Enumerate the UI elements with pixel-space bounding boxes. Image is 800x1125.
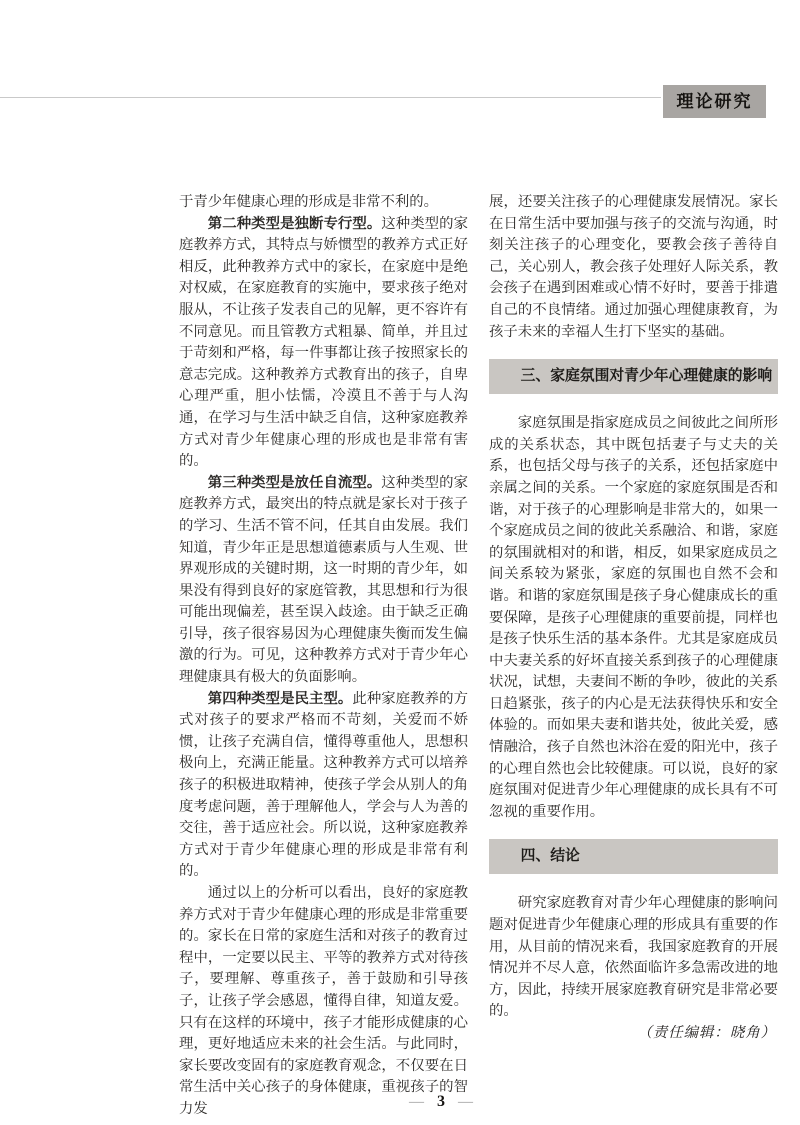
paragraph-text: 这种类型的家庭教养方式，最突出的特点就是家长对于孩子的学习、生活不管不问，任其自由发展。我们知道，青少年正是思想道德素质与人生观、世界观形成的关键时期，这一时期的青少年，如果没有得到良好的家庭管教，其思想和行为很可能出现偏差，甚至误入歧途。由于缺乏正确引导，孩子很容易因为心理健康失衡而发生偏激的行为。可见，这种教养方式对于青少年心理健康具有极大的负面影响。 — [179, 474, 468, 686]
paragraph-text: 此种家庭教养的方式对孩子的要求严格而不苛刻，关爱而不娇惯，让孩子充满自信，懂得尊重他人，思想积极向上，充满正能量。这种教养方式可以培养孩子的积极进取精神，使孩子学会从别人的角度考虑问题，善于理解他人，学会与人为善的交往，善于适应社会。所以说，这种家庭教养方式对于青少年健康心理的形成是非常有利的。 — [179, 690, 468, 880]
paragraph-text: 于青少年健康心理的形成是非常不利的。 — [179, 194, 439, 210]
paragraph-text: 研究家庭教育对青少年心理健康的影响问题对促进青少年健康心理的形成具有重要的作用，从目前的情况来看，我国家庭教育的开展情况并不尽人意，依然面临许多急需改进的地方，因此，持续开展家庭教育研究是非常必要的。 — [489, 895, 778, 1020]
paragraph-summary — [179, 883, 468, 1121]
paragraph-type4 — [179, 689, 468, 883]
paragraph-text: 这种类型的家庭教养方式，其特点与娇惯型的教养方式正好相反，此种教养方式中的家长，在家庭中是绝对权威，在家庭教育的实施中，要求孩子绝对服从，不让孩子发表自己的见解，更不容许有不同意见。而且管教方式粗暴、简单，并且过于苛刻和严格，每一件事都让孩子按照家长的意志完成。这种教养方式教育出的孩子，自卑心理严重，胆小怯懦，冷漠且不善于与人沟通，在学习与生活中缺乏自信，这种家庭教养方式对青少年健康心理的形成也是非常有害的。 — [179, 215, 468, 470]
footer-dash-left: — — [409, 1094, 424, 1110]
column-header-badge: 理论研究 — [663, 85, 766, 118]
section-heading-conclusion: 四、结论 — [489, 839, 778, 874]
left-column — [179, 192, 468, 1121]
paragraph-type2 — [179, 214, 468, 473]
editor-credit: （责任编辑：晓角） — [637, 1025, 776, 1041]
page-number: 3 — [437, 1093, 445, 1110]
header-divider-rule — [0, 97, 661, 98]
paragraph-lead: 第四种类型是民主型。 — [207, 690, 353, 707]
paragraph-lead: 第三种类型是放任自流型。 — [207, 474, 382, 491]
paragraph-text: 通过以上的分析可以看出，良好的家庭教养方式对于青少年健康心理的形成是非常重要的。家长在日常的家庭生活和对孩子的教育过程中，一定要以民主、平等的教养方式对待孩子，要理解、尊重孩子，善于鼓励和引导孩子，让孩子学会感恩，懂得自律，知道友爱。只有在这样的环境中，孩子才能形成健康的心理，更好地适应未来的社会生活。与此同时，家长要改变固有的家庭教育观念，不仅要在日常生活中关心孩子的身体健康，重视孩子的智力发 — [179, 885, 468, 1117]
paragraph-continuation — [489, 192, 778, 343]
footer-dash-right: — — [458, 1094, 473, 1110]
section-heading-family-atmosphere: 三、家庭氛围对青少年心理健康的影响 — [489, 359, 778, 394]
paragraph-text: 展，还要关注孩子的心理健康发展情况。家长在日常生活中要加强与孩子的交流与沟通，时刻关注孩子的心理变化，要教会孩子善待自己，关心别人，教会孩子处理好人际关系，教会孩子在遇到困难或心情不好时，要善于排遣自己的不良情绪。通过加强心理健康教育，为孩子未来的幸福人生打下坚实的基础。 — [489, 194, 778, 340]
paragraph-text: 家庭氛围是指家庭成员之间彼此之间所形成的关系状态，其中既包括妻子与丈夫的关系，也包括父母与孩子的关系，还包括家庭中亲属之间的关系。一个家庭的家庭氛围是否和谐，对于孩子的心理影响是非常大的，如果一个家庭成员之间的彼此关系融洽、和谐，家庭的氛围就相对的和谐，相反，如果家庭成员之间关系较为紧张，家庭的氛围也自然不会和谐。和谐的家庭氛围是孩子身心健康成长的重要保障，是孩子心理健康的重要前提，同样也是孩子快乐生活的基本条件。尤其是家庭成员中夫妻关系的好坏直接关系到孩子的心理健康状况，试想，夫妻间不断的争吵，彼此的关系日趋紧张，孩子的内心是无法获得快乐和安全体验的。而如果夫妻和谐共处，彼此关爱，感情融洽，孩子自然也沐浴在爱的阳光中，孩子的心理自然也会比较健康。可以说，良好的家庭氛围对促进青少年心理健康的成长具有不可忽视的重要作用。 — [489, 415, 778, 820]
paragraph-type3 — [179, 473, 468, 689]
paragraph-continuation — [179, 192, 468, 214]
paragraph-family-atmosphere — [489, 413, 778, 823]
right-column — [489, 192, 778, 1045]
paragraph-conclusion — [489, 893, 778, 1023]
page-footer — [0, 1093, 800, 1111]
paragraph-lead: 第二种类型是独断专行型。 — [207, 215, 382, 232]
